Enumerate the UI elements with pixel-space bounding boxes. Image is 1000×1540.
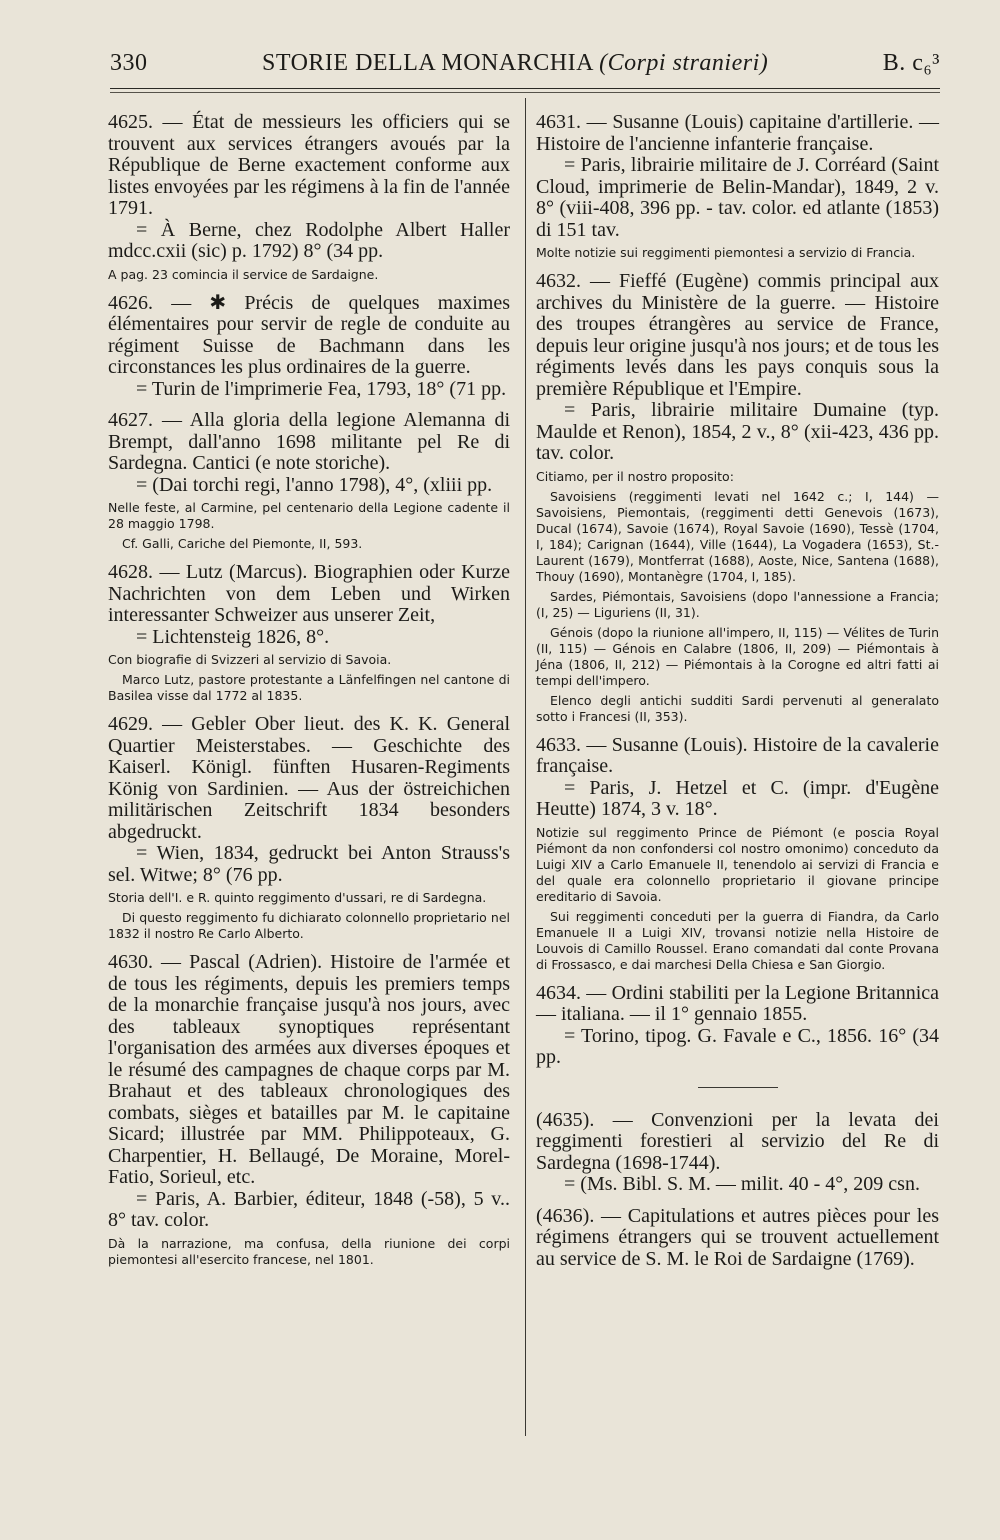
entry-note: Sui reggimenti conceduti per la guerra di Fiandra, da Carlo Emanuele II a Luigi XIV, trovansi notizie nella Histoire de Louvois di Camillo Roussel. Erano comandati dal conte Provana di Frossasco, e dai marchesi Della Chiesa e San Giorgio.	[536, 908, 939, 972]
entry-note: Di questo reggimento fu dichiarato colonnello proprietario nel 1832 il nostro Re Carlo Alberto.	[108, 910, 510, 941]
entry-title: 4632. — Fieffé (Eugène) commis principal aux archives du Ministère de la guerre. — Histoire des troupes étrangères au service de France, depuis leur origine jusqu'à nos jours; et de tous les régiments levés dans les pays conquis sous la première République et l'Empire.	[536, 270, 939, 400]
entry-title: (4635). — Convenzioni per la levata dei reggimenti forestieri al servizio del Re di Sardegna (1698-1744).	[536, 1108, 939, 1174]
entry-title: 4633. — Susanne (Louis). Histoire de la cavalerie française.	[536, 733, 939, 777]
entry-note: Sardes, Piémontais, Savoisiens (dopo l'annessione a Francia; (I, 25) — Liguriens (II, 31).	[536, 588, 939, 620]
entry-imprint: = Paris, A. Barbier, éditeur, 1848 (-58), 5 v.. 8° tav. color.	[108, 1187, 510, 1231]
catalog-entry	[536, 112, 939, 261]
entry-imprint: = À Berne, chez Rodolphe Albert Haller mdcc.cxii (sic) p. 1792) 8° (34 pp.	[108, 218, 510, 262]
entry-imprint: = Wien, 1834, gedruckt bei Anton Strauss's sel. Witwe; 8° (76 pp.	[108, 842, 510, 886]
header-rule-thin	[110, 92, 940, 93]
entry-note: Molte notizie sui reggimenti piemontesi a servizio di Francia.	[536, 245, 916, 260]
entry-title: 4630. — Pascal (Adrien). Histoire de l'armée et de tous les régiments, depuis les premiers temps de la monarchie française jusqu'à nos jours, avec des tableaux synoptiques représentant l'organisation des armées aux diverses époques et le résumé des campagnes de chaque corps par M. Brahaut et des tableaux chronologiques des combats, sièges et batailles par M. le capitaine Sicard; illustrée par MM. Philippoteaux, G. Charpentier, H. Bellaugé, De Moraine, Morel-Fatio, Sorieul, etc.	[108, 951, 510, 1188]
entry-note: Marco Lutz, pastore protestante a Länfelfingen nel cantone di Basilea visse dal 1772 al 1835.	[108, 672, 510, 703]
entry-imprint: = Torino, tipog. G. Favale e C., 1856. 16° (34 pp.	[536, 1024, 939, 1068]
right-column	[536, 112, 939, 1280]
section-separator	[698, 1087, 778, 1088]
entry-note: A pag. 23 comincia il service de Sardaigne.	[108, 266, 379, 282]
entry-note: Elenco degli antichi sudditi Sardi pervenuti al generalato sotto i Francesi (II, 353).	[536, 692, 939, 724]
entry-imprint: = Turin de l'imprimerie Fea, 1793, 18° (71 pp.	[136, 377, 507, 400]
entry-imprint: = Paris, J. Hetzel et C. (impr. d'Eugène Heutte) 1874, 3 v. 18°.	[536, 776, 939, 820]
catalog-entry	[108, 410, 510, 552]
entry-note: Cf. Galli, Cariche del Piemonte, II, 593.	[122, 536, 363, 551]
entry-note: Con biografie di Svizzeri al servizio di Savoia.	[108, 652, 392, 667]
left-column	[108, 112, 510, 1278]
page-number: 330	[110, 50, 148, 76]
header-rule	[110, 88, 940, 89]
entry-title: 4629. — Gebler Ober lieut. des K. K. General Quartier Meisterstabes. — Geschichte des Kaiserl. Königl. fünften Husaren-Regiments König von Sardinien. — Aus der östreichichen militärischen Zeitschrift 1834 besonders abgedruckt.	[108, 713, 510, 843]
entry-imprint: = (Ms. Bibl. S. M. — milit. 40 - 4°, 209 csn.	[564, 1173, 920, 1195]
entry-imprint: = Paris, librairie militaire de J. Corréard (Saint Cloud, imprimerie de Belin-Mandar), 1849, 2 v. 8° (viii-408, 396 pp. - tav. color. ed atlante (1853) di 151 tav.	[536, 154, 939, 241]
catalog-entry	[108, 112, 510, 283]
entry-title: 4628. — Lutz (Marcus). Biographien oder Kurze Nachrichten von dem Leben und Wirken interessanter Schweizer aus unserer Zeit,	[108, 561, 510, 626]
entry-note: Génois (dopo la riunione all'impero, II, 115) — Vélites de Turin (II, 115) — Génois en Calabre (1806, II, 209) — Piémontais à Jéna (1806, II, 212) — Piémontais à la Corogne ed altri fatti ai tempi dell'impero.	[536, 624, 939, 688]
entry-note: Citiamo, per il nostro proposito:	[536, 468, 734, 484]
page-header	[110, 50, 940, 90]
catalog-entry	[536, 735, 939, 973]
entry-note: Nelle feste, al Carmine, pel centenario della Legione cadente il 28 maggio 1798.	[108, 500, 510, 531]
entry-imprint: = (Dai torchi regi, l'anno 1798), 4°, (xliii pp.	[136, 473, 493, 496]
catalog-entry	[108, 714, 510, 942]
column-divider	[525, 98, 526, 1436]
catalog-entry	[108, 293, 510, 401]
catalog-entry	[108, 562, 510, 704]
entry-title: 4626. — ✱ Précis de quelques maximes élémentaires pour servir de regle de conduite au régiment Suisse de Bachmann dans les circonstances les plus ordinaires de la guerre.	[108, 291, 510, 378]
catalog-entry	[536, 1110, 939, 1196]
entry-imprint: = Lichtensteig 1826, 8°.	[136, 625, 330, 648]
entry-note: Savoisiens (reggimenti levati nel 1642 c.; I, 144) — Savoisiens, Piemontais, (reggimenti detti Genevois (1673), Ducal (1674), Savoie (1674), Royal Savoie (1690), Tessè (1704, I, 184); Carignan (1644), Ville (1644), La Vogadera (1653), St.-Laurent (1679), Montferrat (1688), Aoste, Nice, Santena (1688), Thouy (1690), Montanègre (1704, I, 185).	[536, 488, 939, 584]
entry-title: 4634. — Ordini stabiliti per la Legione Britannica — italiana. — il 1° gennaio 1855.	[536, 981, 939, 1025]
catalog-entry	[536, 1206, 939, 1271]
running-title	[148, 50, 883, 77]
entry-title: 4625. — État de messieurs les officiers qui se trouvent aux services étrangers avoués par la République de Berne exactement conforme aux listes envoyées par les régimens à la fin de l'année 1791.	[108, 111, 510, 219]
entry-note: Storia dell'I. e R. quinto reggimento d'ussari, re di Sardegna.	[108, 890, 487, 905]
entry-note: Notizie sul reggimento Prince de Piémont (e poscia Royal Piémont da non confondersi col nostro omonimo) conceduto da Luigi XIV a Carlo Emanuele II, tenendolo ai servizi di Francia e del quale era colonnello proprietario il giovane principe ereditario di Savoia.	[536, 824, 939, 904]
catalog-entry	[536, 271, 939, 725]
catalog-entry	[108, 952, 510, 1268]
entry-note: Dà la narrazione, ma confusa, della riunione dei corpi piemontesi all'esercito francese, nel 1801.	[108, 1235, 510, 1267]
catalog-entry	[536, 983, 939, 1069]
running-title-main: STORIE DELLA MONARCHIA	[262, 50, 593, 76]
entry-title: 4631. — Susanne (Louis) capitaine d'artillerie. — Histoire de l'ancienne infanterie française.	[536, 111, 939, 155]
entry-title: 4627. — Alla gloria della legione Alemanna di Brempt, dall'anno 1698 militante pel Re di Sardegna. Cantici (e note storiche).	[108, 409, 510, 474]
entry-title: (4636). — Capitulations et autres pièces pour les régimens étrangers qui se trouvent actuellement au service de S. M. le Roi de Sardaigne (1769).	[536, 1204, 939, 1270]
section-mark: B. c₆³	[882, 50, 940, 76]
entry-imprint: = Paris, librairie militaire Dumaine (typ. Maulde et Renon), 1854, 2 v., 8° (xii-423, 436 pp. tav. color.	[536, 399, 939, 464]
running-title-italic: (Corpi stranieri)	[599, 50, 769, 76]
